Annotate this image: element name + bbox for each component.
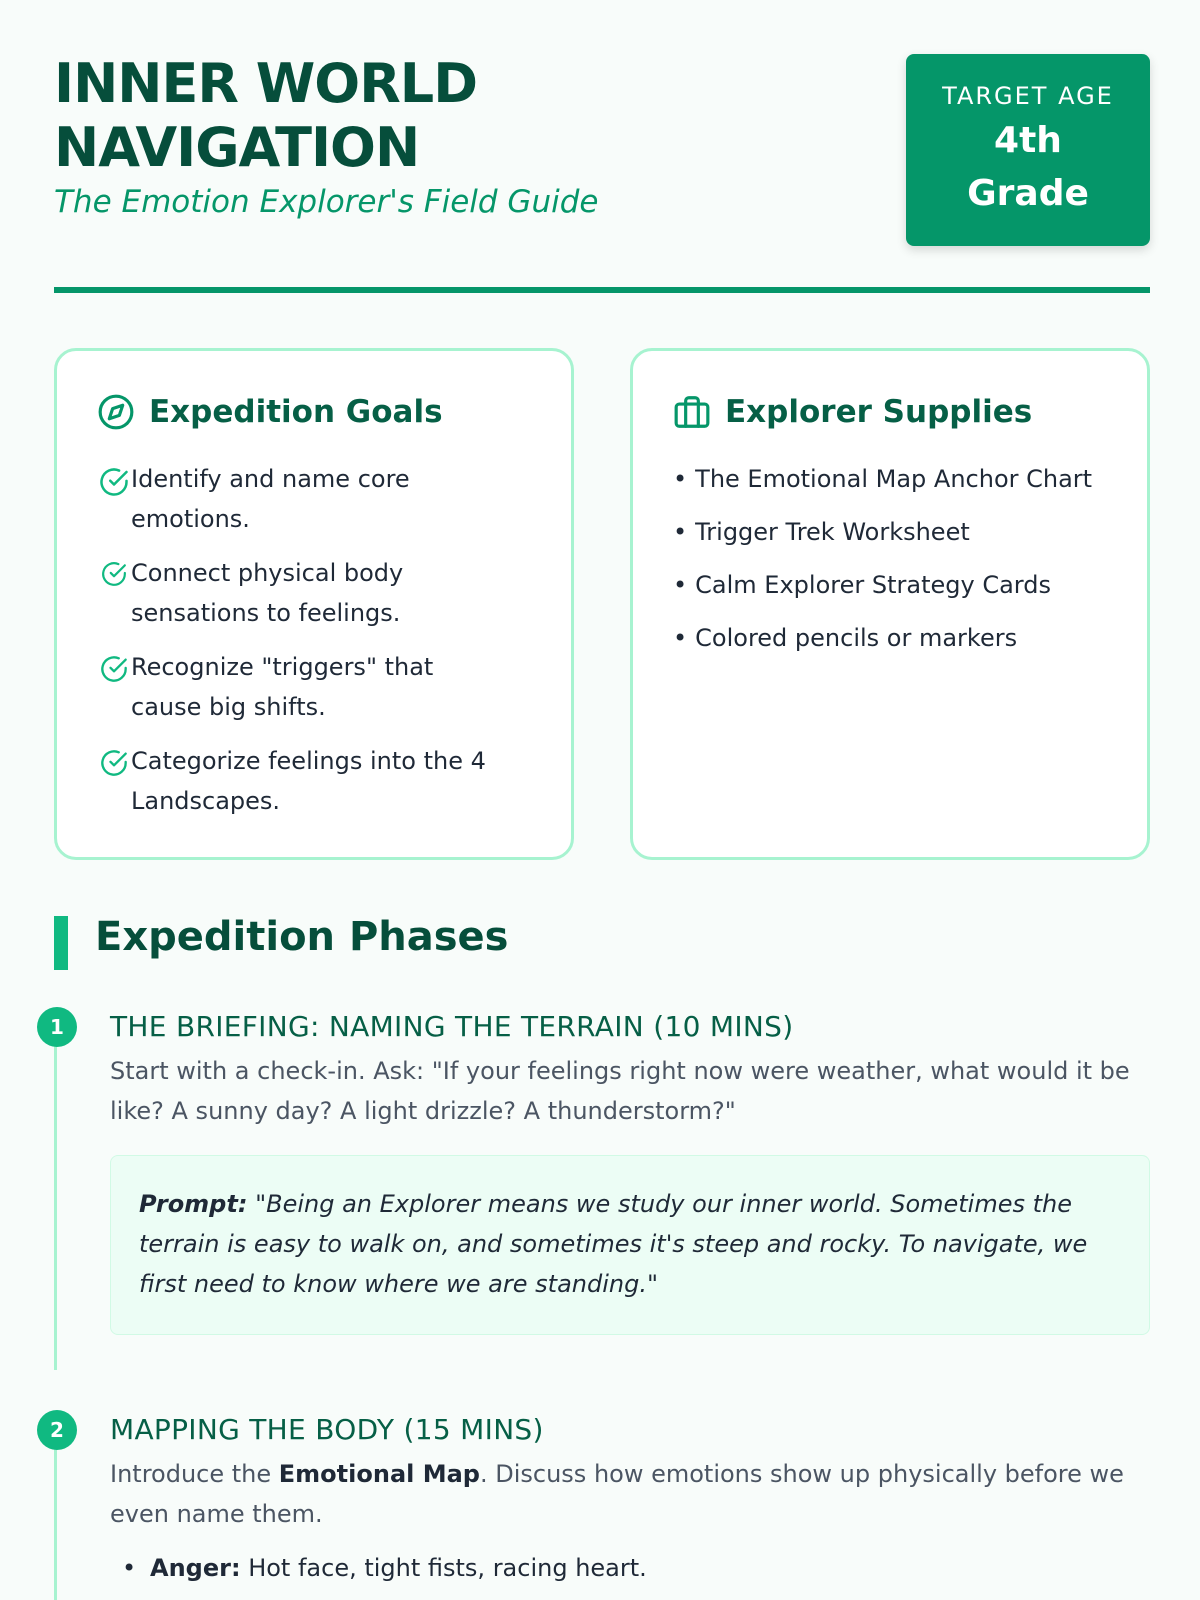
supply-text: The Emotional Map Anchor Chart [695, 465, 1093, 493]
goal-item [97, 459, 531, 539]
phase-number-badge: 2 [37, 1410, 77, 1450]
page-subtitle: The Emotion Explorer's Field Guide [54, 184, 599, 220]
phase-body-pre: Introduce the [110, 1460, 279, 1488]
supply-text: Calm Explorer Strategy Cards [695, 571, 1051, 599]
briefcase-icon [673, 393, 711, 431]
page-title [54, 52, 754, 180]
target-age-value [906, 114, 1150, 220]
compass-icon [97, 393, 135, 431]
phase-number-badge: 1 [37, 1007, 77, 1047]
check-circle-icon [97, 749, 131, 777]
goal-item [97, 647, 531, 727]
supply-item: • Calm Explorer Strategy Cards [673, 571, 1051, 599]
phase-item [110, 1413, 1150, 1588]
phase-body [110, 1454, 1150, 1534]
phase-body-bold: Emotional Map [278, 1460, 480, 1488]
goals-title [97, 393, 531, 431]
goals-title-text: Expedition Goals [149, 394, 443, 430]
goal-item [97, 553, 531, 633]
target-age-label: TARGET AGE [942, 82, 1114, 110]
phase-title: THE BRIEFING: NAMING THE TERRAIN (10 MINS) [110, 1010, 794, 1043]
goal-text: Categorize feelings into the 4 Landscapes. [131, 747, 486, 815]
supply-text: Colored pencils or markers [695, 624, 1018, 652]
goal-text: Connect physical body sensations to feelings. [131, 559, 404, 627]
prompt-text: "Being an Explorer means we study our inner world. Sometimes the terrain is easy to walk on, and sometimes it's steep and rocky. To navigate, we first need to know where we are standing." [139, 1190, 1088, 1298]
prompt-callout [110, 1155, 1150, 1335]
phase-body: Start with a check-in. Ask: "If your feelings right now were weather, what would it be like? A sunny day? A light drizzle? A thunderstorm?" [110, 1057, 1130, 1125]
supplies-card [630, 348, 1150, 860]
header [54, 52, 1150, 252]
phase-item [110, 1010, 1150, 1335]
check-circle-icon [97, 655, 131, 683]
supplies-title [673, 393, 1107, 431]
section-accent-bar [54, 916, 68, 970]
target-age-badge [906, 54, 1150, 246]
bullet-text: Hot face, tight fists, racing heart. [240, 1554, 647, 1582]
header-divider [54, 287, 1150, 293]
goal-item [97, 741, 531, 821]
goal-text: Identify and name core emotions. [131, 465, 410, 533]
supply-item: • Colored pencils or markers [673, 624, 1018, 652]
phases-section-title: Expedition Phases [95, 914, 509, 960]
prompt-label: Prompt: [139, 1190, 248, 1218]
title-line-1: INNER WORLD [54, 52, 478, 115]
timeline-line [54, 1425, 57, 1600]
supplies-title-text: Explorer Supplies [725, 394, 1033, 430]
bullet-label: Anger: [150, 1554, 241, 1582]
goal-text: Recognize "triggers" that cause big shifts. [131, 653, 434, 721]
title-line-2: NAVIGATION [54, 116, 420, 179]
target-age-value-line1: 4th [994, 120, 1062, 161]
list-item [110, 1548, 1150, 1588]
supply-item: • Trigger Trek Worksheet [673, 518, 970, 546]
supply-item: • The Emotional Map Anchor Chart [673, 465, 1093, 493]
check-circle-icon [97, 467, 131, 497]
phase-body-post: . Discuss how emotions show up physically before we even name them. [110, 1460, 1124, 1528]
supply-text: Trigger Trek Worksheet [695, 518, 970, 546]
target-age-value-line2: Grade [967, 173, 1089, 214]
phase-title: MAPPING THE BODY (15 MINS) [110, 1413, 544, 1446]
check-circle-icon [97, 561, 131, 587]
timeline-line [54, 1030, 57, 1370]
goals-card [54, 348, 574, 860]
phase-bullet-list [110, 1548, 1150, 1588]
